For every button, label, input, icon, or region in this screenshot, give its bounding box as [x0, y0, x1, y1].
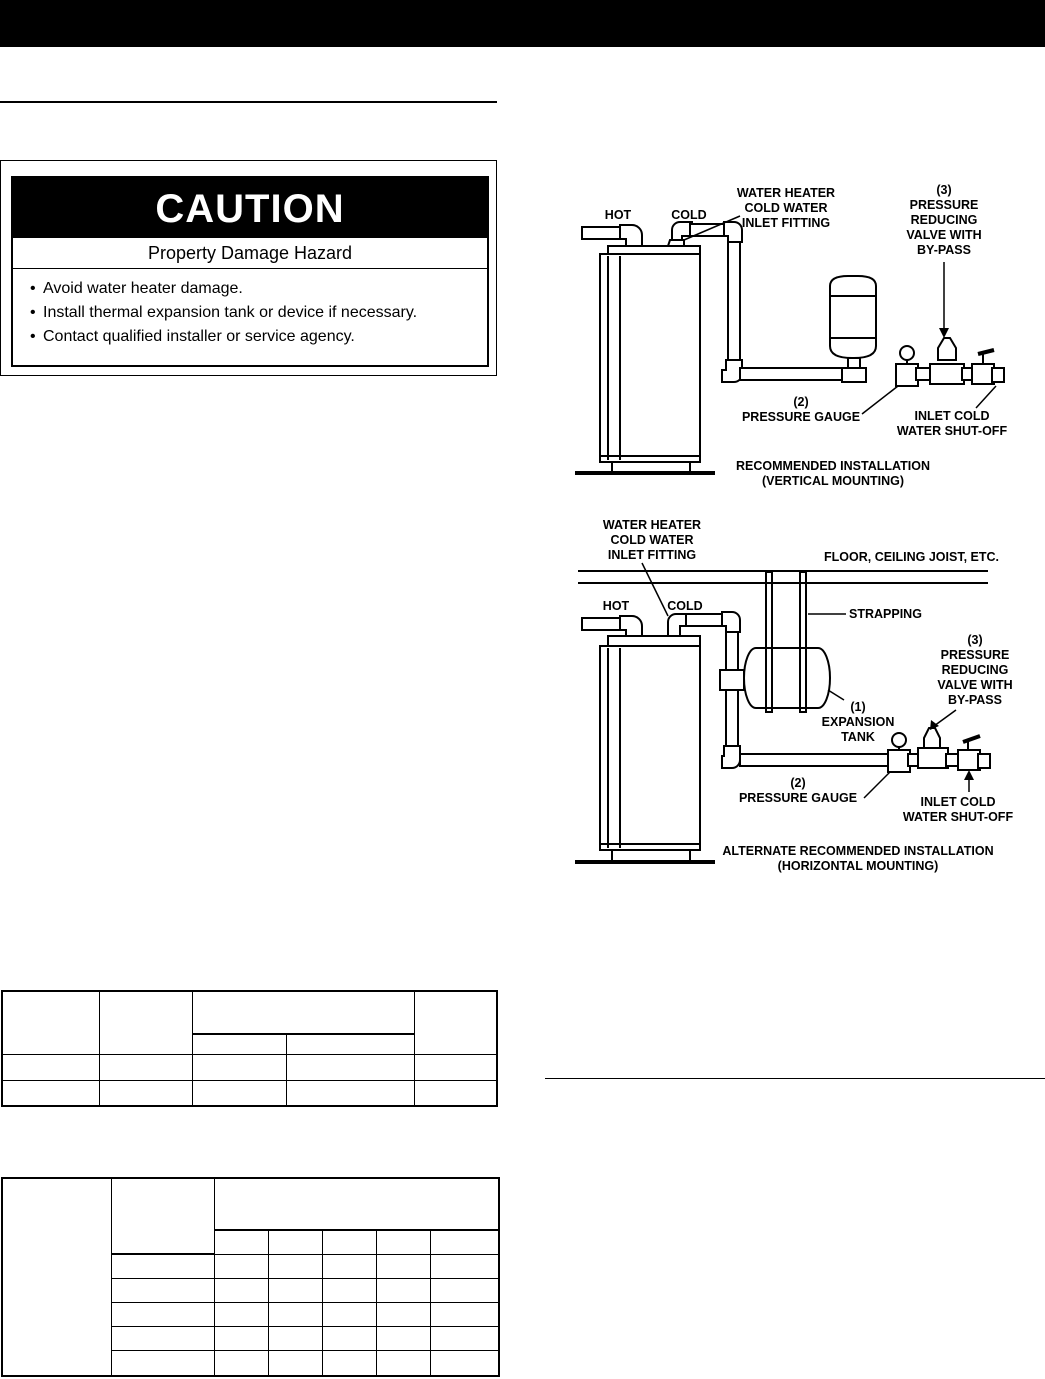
arrow-icon	[964, 770, 974, 780]
table-cell	[286, 1055, 414, 1081]
leader-line	[862, 386, 898, 414]
caution-bullet: • Install thermal expansion tank or device if necessary.	[43, 301, 487, 325]
tank-label	[822, 700, 895, 744]
water-heater-icon	[600, 246, 700, 472]
table-cell	[268, 1350, 322, 1376]
inlet-fitting-line: COLD WATER	[744, 201, 828, 215]
tank-line: EXPANSION	[821, 715, 895, 729]
table-cell	[2, 1178, 111, 1376]
table-cell	[268, 1302, 322, 1326]
table-cell	[192, 1055, 286, 1081]
shutoff-line: INLET COLD	[920, 795, 996, 809]
leader-line	[934, 710, 956, 726]
table-cell	[430, 1278, 499, 1302]
table-cell	[322, 1326, 376, 1350]
table-cell	[2, 1055, 99, 1081]
table-cell	[322, 1230, 376, 1254]
pressure-reducing-valve-icon	[930, 338, 964, 384]
prv-line: REDUCING	[941, 663, 1009, 677]
horizontal-mounting-diagram	[575, 518, 1013, 873]
shutoff-valve-icon	[958, 736, 990, 770]
cold-label: COLD	[671, 208, 707, 222]
table-cell	[414, 991, 497, 1055]
floor-label: FLOOR, CEILING JOIST, ETC.	[824, 550, 1000, 564]
strapping-label: STRAPPING	[849, 607, 922, 621]
leader-line	[976, 386, 996, 408]
table-cell	[430, 1326, 499, 1350]
table-cell	[430, 1350, 499, 1376]
caution-heading: CAUTION	[13, 178, 487, 238]
installation-diagrams	[560, 170, 1030, 880]
shutoff-valve-icon	[972, 350, 1004, 384]
table-cell	[111, 1278, 214, 1302]
table-cell	[214, 1350, 268, 1376]
table-cell	[192, 1034, 286, 1055]
vertical-mounting-diagram	[575, 183, 1007, 488]
table-cell	[376, 1230, 430, 1254]
table-cell	[214, 1254, 268, 1278]
inlet-fitting-label	[603, 518, 701, 562]
expansion-tank-icon	[744, 648, 830, 708]
pressure-gauge-icon	[896, 346, 918, 386]
inlet-fitting-label	[737, 186, 835, 230]
hot-label: HOT	[602, 599, 630, 613]
prv-label	[937, 633, 1012, 707]
gauge-label	[739, 776, 857, 805]
page-header-bar	[0, 0, 1045, 47]
table-cell	[111, 1178, 214, 1254]
pressure-gauge-icon	[888, 733, 910, 772]
table-cell	[430, 1254, 499, 1278]
table-cell	[214, 1178, 499, 1230]
table-cell	[376, 1326, 430, 1350]
table-cell	[111, 1326, 214, 1350]
prv-line: REDUCING	[910, 213, 978, 227]
tank-line: TANK	[841, 730, 875, 744]
table-cell	[111, 1302, 214, 1326]
gauge-label	[742, 395, 860, 424]
shutoff-line: WATER SHUT-OFF	[902, 810, 1014, 824]
table-two	[1, 1177, 500, 1377]
shutoff-line: INLET COLD	[914, 409, 990, 423]
horizontal-caption	[722, 844, 993, 873]
section-rule-left	[0, 101, 497, 103]
prv-line: VALVE WITH	[937, 678, 1013, 692]
caution-label	[0, 160, 497, 376]
table-cell	[111, 1350, 214, 1376]
table-cell	[322, 1350, 376, 1376]
caption-line: (VERTICAL MOUNTING)	[761, 474, 905, 488]
leader-line	[864, 772, 890, 798]
table-cell	[268, 1326, 322, 1350]
table-cell	[376, 1302, 430, 1326]
prv-line: PRESSURE	[940, 648, 1010, 662]
inlet-fitting-line: WATER HEATER	[736, 186, 836, 200]
table-cell	[214, 1302, 268, 1326]
caution-subheading: Property Damage Hazard	[13, 238, 487, 269]
hot-outlet-pipe	[582, 616, 642, 636]
shutoff-line: WATER SHUT-OFF	[896, 424, 1008, 438]
inlet-fitting-line: COLD WATER	[610, 533, 694, 547]
prv-label	[906, 183, 981, 257]
table-cell	[286, 1034, 414, 1055]
prv-line: (3)	[936, 183, 952, 197]
table-cell	[322, 1302, 376, 1326]
section-rule-right	[545, 1078, 1045, 1079]
caution-bullet-list	[13, 269, 487, 349]
hot-label: HOT	[604, 208, 632, 222]
caution-bullet: • Contact qualified installer or service agency.	[43, 325, 487, 349]
table-cell	[376, 1278, 430, 1302]
tank-line: (1)	[850, 700, 866, 714]
inlet-fitting-line: WATER HEATER	[602, 518, 702, 532]
prv-line: BY-PASS	[917, 243, 971, 257]
table-cell	[414, 1080, 497, 1106]
hot-outlet-pipe	[582, 225, 642, 246]
arrow-icon	[939, 328, 949, 338]
expansion-tank-icon	[830, 276, 876, 382]
leader-line	[828, 690, 844, 700]
pressure-reducing-valve-icon	[918, 728, 948, 768]
table-cell	[214, 1326, 268, 1350]
caution-box	[11, 176, 489, 367]
table-cell	[99, 991, 192, 1055]
prv-line: VALVE WITH	[906, 228, 982, 242]
table-cell	[214, 1278, 268, 1302]
caution-bullet: • Avoid water heater damage.	[43, 277, 487, 301]
table-cell	[2, 991, 99, 1055]
table-row	[2, 1080, 497, 1106]
gauge-line: PRESSURE GAUGE	[738, 791, 858, 805]
table-row	[2, 1055, 497, 1081]
table-cell	[268, 1278, 322, 1302]
table-cell	[192, 991, 414, 1034]
table-cell	[2, 1080, 99, 1106]
table-cell	[214, 1230, 268, 1254]
gauge-line: PRESSURE GAUGE	[741, 410, 861, 424]
table-cell	[414, 1055, 497, 1081]
table-cell	[268, 1230, 322, 1254]
caption-line: RECOMMENDED INSTALLATION	[736, 459, 930, 473]
table-cell	[192, 1080, 286, 1106]
shutoff-label	[897, 409, 1008, 438]
caption-line: (HORIZONTAL MOUNTING)	[777, 859, 939, 873]
water-heater-icon	[600, 636, 700, 861]
table-cell	[430, 1230, 499, 1254]
prv-line: PRESSURE	[909, 198, 979, 212]
caption-line: ALTERNATE RECOMMENDED INSTALLATION	[722, 844, 994, 858]
gauge-line: (2)	[793, 395, 809, 409]
cold-label: COLD	[667, 599, 703, 613]
table-cell	[376, 1254, 430, 1278]
table-one	[1, 990, 498, 1107]
table-cell	[111, 1254, 214, 1278]
gauge-line: (2)	[790, 776, 806, 790]
table-cell	[99, 1055, 192, 1081]
shutoff-label	[903, 795, 1014, 824]
inlet-fitting-line: INLET FITTING	[607, 548, 697, 562]
table-cell	[286, 1080, 414, 1106]
table-cell	[430, 1302, 499, 1326]
vertical-caption	[736, 459, 930, 488]
prv-line: (3)	[967, 633, 983, 647]
table-cell	[322, 1254, 376, 1278]
table-cell	[322, 1278, 376, 1302]
table-cell	[376, 1350, 430, 1376]
prv-line: BY-PASS	[948, 693, 1002, 707]
table-cell	[268, 1254, 322, 1278]
inlet-fitting-line: INLET FITTING	[741, 216, 831, 230]
table-cell	[99, 1080, 192, 1106]
